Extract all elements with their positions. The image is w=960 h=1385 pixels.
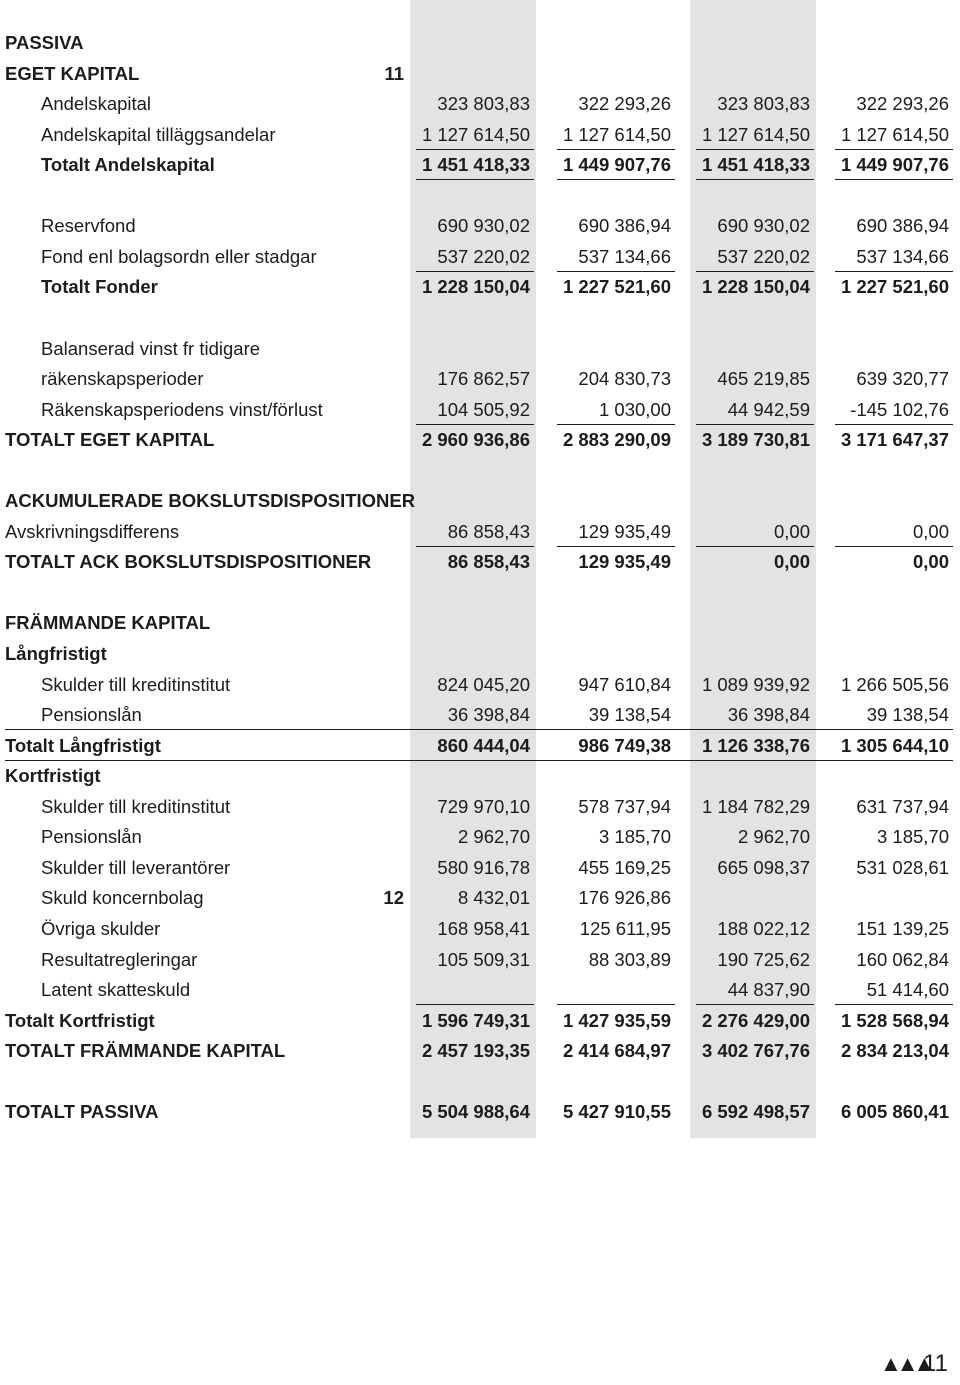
spacer-row — [0, 456, 960, 486]
table-row — [0, 975, 960, 1005]
spacer-row — [0, 1067, 960, 1097]
note-reference: 12 — [383, 887, 404, 909]
table-row — [0, 945, 960, 975]
table-row — [0, 547, 960, 577]
value-cell-col4: 531 028,61 — [856, 856, 949, 878]
value-cell-col3: 323 803,83 — [717, 93, 810, 115]
value-cell-col2: 204 830,73 — [578, 368, 671, 390]
row-label: Avskrivningsdifferens — [5, 520, 180, 542]
page-footer — [860, 1345, 960, 1385]
value-cell-col4: 3 185,70 — [876, 826, 949, 848]
value-cell-col2: 125 611,95 — [579, 917, 671, 939]
row-label: Resultatregleringar — [41, 948, 198, 970]
value-cell-col1: 580 916,78 — [437, 856, 530, 878]
row-label: Pensionslån — [41, 826, 142, 848]
table-row — [0, 89, 960, 119]
value-cell-col3: 690 930,02 — [717, 215, 810, 237]
table-row — [0, 1036, 960, 1066]
row-label: TOTALT FRÄMMANDE KAPITAL — [5, 1040, 286, 1062]
value-cell-col1: 2 962,70 — [457, 826, 530, 848]
value-cell-col1: 1 228 150,04 — [421, 276, 530, 298]
spacer-row — [0, 578, 960, 608]
row-label: Fond enl bolagsordn eller stadgar — [41, 245, 317, 267]
value-cell-col3: 36 398,84 — [727, 704, 810, 726]
value-cell-col1: 86 858,43 — [447, 551, 530, 573]
row-label: Skuld koncernbolag — [41, 887, 204, 909]
row-label: Andelskapital tilläggsandelar — [41, 123, 276, 145]
value-cell-col4: 39 138,54 — [866, 704, 949, 726]
table-row — [0, 272, 960, 302]
value-cell-col4: 160 062,84 — [856, 948, 949, 970]
row-label: FRÄMMANDE KAPITAL — [5, 612, 211, 634]
value-cell-col1: 1 596 749,31 — [421, 1009, 530, 1031]
row-label: Skulder till kreditinstitut — [41, 795, 231, 817]
value-cell-col3: 665 098,37 — [717, 856, 810, 878]
table-row — [0, 242, 960, 272]
value-cell-col2: 537 134,66 — [578, 245, 671, 267]
value-cell-col1: 176 862,57 — [437, 368, 530, 390]
row-label: TOTALT ACK BOKSLUTSDISPOSITIONER — [5, 551, 372, 573]
value-cell-col3: 0,00 — [773, 551, 810, 573]
value-cell-col1: 5 504 988,64 — [421, 1101, 530, 1123]
value-cell-col4: 1 528 568,94 — [840, 1009, 949, 1031]
value-cell-col4: 51 414,60 — [866, 979, 949, 1001]
value-cell-col2: 455 169,25 — [578, 856, 671, 878]
value-cell-col1: 2 960 936,86 — [421, 429, 530, 451]
table-row — [0, 853, 960, 883]
value-cell-col1: 2 457 193,35 — [421, 1040, 530, 1062]
value-cell-col1: 86 858,43 — [447, 520, 530, 542]
section-heading-row — [0, 639, 960, 669]
value-cell-col2: 1 427 935,59 — [562, 1009, 671, 1031]
value-cell-col2: 322 293,26 — [578, 93, 671, 115]
value-cell-col2: 129 935,49 — [578, 520, 671, 542]
note-reference: 11 — [384, 62, 404, 84]
value-cell-col3: 2 962,70 — [737, 826, 810, 848]
table-row — [0, 1006, 960, 1036]
row-label: Räkenskapsperiodens vinst/förlust — [41, 398, 323, 420]
value-cell-col2: 88 303,89 — [588, 948, 671, 970]
value-cell-col3: 537 220,02 — [717, 245, 810, 267]
value-cell-col2: 3 185,70 — [598, 826, 671, 848]
section-heading-row — [0, 28, 960, 58]
row-label: Totalt Andelskapital — [41, 154, 215, 176]
value-cell-col3: 3 189 730,81 — [701, 429, 810, 451]
value-cell-col3: 1 127 614,50 — [701, 123, 810, 145]
row-label: Totalt Långfristigt — [5, 734, 161, 756]
value-cell-col3: 188 022,12 — [717, 917, 810, 939]
value-cell-col1: 104 505,92 — [437, 398, 530, 420]
value-cell-col1: 36 398,84 — [447, 704, 530, 726]
value-cell-col2: 39 138,54 — [588, 704, 671, 726]
row-label: Reservfond — [41, 215, 136, 237]
value-cell-col2: 986 749,38 — [578, 734, 671, 756]
value-cell-col4: 1 449 907,76 — [840, 154, 949, 176]
spacer-row — [0, 181, 960, 211]
value-cell-col1: 537 220,02 — [437, 245, 530, 267]
value-cell-col3: 465 219,85 — [717, 368, 810, 390]
value-cell-col4: 0,00 — [912, 520, 949, 542]
value-cell-col4: 2 834 213,04 — [840, 1040, 949, 1062]
table-row — [0, 395, 960, 425]
row-label: Skulder till leverantörer — [41, 856, 231, 878]
row-label: Latent skatteskuld — [41, 979, 191, 1001]
table-row — [0, 334, 960, 364]
table-row — [0, 822, 960, 852]
value-cell-col2: 176 926,86 — [578, 887, 671, 909]
value-cell-col1: 168 958,41 — [437, 917, 530, 939]
value-cell-col4: 537 134,66 — [856, 245, 949, 267]
trees-icon: ▲▲▲ — [880, 1351, 931, 1376]
value-cell-col4: -145 102,76 — [850, 398, 949, 420]
value-cell-col1: 105 509,31 — [437, 948, 530, 970]
value-cell-col3: 2 276 429,00 — [701, 1009, 810, 1031]
value-cell-col2: 1 127 614,50 — [562, 123, 671, 145]
row-label: TOTALT PASSIVA — [5, 1101, 159, 1123]
row-label: Långfristigt — [5, 643, 107, 664]
row-label: Balanserad vinst fr tidigare — [41, 337, 261, 359]
value-cell-col2: 2 883 290,09 — [562, 429, 671, 451]
row-label: Kortfristigt — [5, 765, 101, 787]
value-cell-col2: 1 227 521,60 — [562, 276, 671, 298]
value-cell-col3: 44 942,59 — [727, 398, 810, 420]
value-cell-col2: 129 935,49 — [578, 551, 671, 573]
value-cell-col4: 0,00 — [912, 551, 949, 573]
row-label: ACKUMULERADE BOKSLUTSDISPOSITIONER — [5, 490, 416, 512]
value-cell-col4: 322 293,26 — [856, 93, 949, 115]
value-cell-col1: 323 803,83 — [437, 93, 530, 115]
value-cell-col1: 1 451 418,33 — [421, 154, 530, 176]
value-cell-col2: 578 737,94 — [578, 795, 671, 817]
value-cell-col1: 8 432,01 — [457, 887, 530, 909]
row-label: Övriga skulder — [41, 917, 161, 939]
value-cell-col1: 824 045,20 — [437, 673, 530, 695]
value-cell-col2: 5 427 910,55 — [562, 1101, 671, 1123]
table-row — [0, 364, 960, 394]
value-cell-col4: 6 005 860,41 — [840, 1101, 949, 1123]
table-row — [0, 211, 960, 241]
value-cell-col4: 1 127 614,50 — [840, 123, 949, 145]
table-row — [0, 1097, 960, 1127]
row-label: EGET KAPITAL — [5, 62, 140, 84]
row-label: räkenskapsperioder — [41, 368, 204, 390]
value-cell-col2: 947 610,84 — [578, 673, 671, 695]
page-number: 11 — [923, 1350, 948, 1377]
value-cell-col3: 1 184 782,29 — [701, 795, 810, 817]
value-cell-col2: 1 449 907,76 — [562, 154, 671, 176]
value-cell-col4: 1 266 505,56 — [840, 673, 949, 695]
table-row — [0, 883, 960, 913]
value-cell-col4: 3 171 647,37 — [840, 429, 949, 451]
table-row — [0, 150, 960, 180]
value-cell-col1: 690 930,02 — [437, 215, 530, 237]
value-cell-col3: 3 402 767,76 — [701, 1040, 810, 1062]
value-cell-col2: 2 414 684,97 — [562, 1040, 671, 1062]
table-row — [0, 914, 960, 944]
table-row — [0, 731, 960, 761]
row-label: Andelskapital — [41, 93, 152, 115]
value-cell-col3: 1 451 418,33 — [701, 154, 810, 176]
section-heading-row — [0, 59, 960, 89]
table-row — [0, 792, 960, 822]
table-row — [0, 120, 960, 150]
table-row — [0, 425, 960, 455]
value-cell-col2: 1 030,00 — [598, 398, 671, 420]
value-cell-col3: 1 228 150,04 — [701, 276, 810, 298]
value-cell-col1: 860 444,04 — [437, 734, 530, 756]
value-cell-col2: 690 386,94 — [578, 215, 671, 237]
value-cell-col3: 1 089 939,92 — [701, 673, 810, 695]
value-cell-col3: 0,00 — [773, 520, 810, 542]
value-cell-col4: 690 386,94 — [856, 215, 949, 237]
value-cell-col3: 1 126 338,76 — [701, 734, 810, 756]
row-label: TOTALT EGET KAPITAL — [5, 429, 215, 451]
row-label: PASSIVA — [5, 32, 84, 53]
section-heading-row — [0, 486, 960, 516]
value-cell-col4: 631 737,94 — [856, 795, 949, 817]
section-heading-row — [0, 608, 960, 638]
value-cell-col3: 44 837,90 — [727, 979, 810, 1001]
value-cell-col4: 1 305 644,10 — [840, 734, 949, 756]
section-heading-row — [0, 761, 960, 791]
table-row — [0, 517, 960, 547]
value-cell-col3: 6 592 498,57 — [701, 1101, 810, 1123]
value-cell-col1: 1 127 614,50 — [421, 123, 530, 145]
value-cell-col3: 190 725,62 — [717, 948, 810, 970]
row-label: Totalt Kortfristigt — [5, 1009, 155, 1031]
value-cell-col4: 639 320,77 — [856, 368, 949, 390]
value-cell-col4: 1 227 521,60 — [840, 276, 949, 298]
table-row — [0, 670, 960, 700]
spacer-row — [0, 303, 960, 333]
row-label: Totalt Fonder — [41, 276, 158, 298]
table-row — [0, 700, 960, 730]
row-label: Skulder till kreditinstitut — [41, 673, 231, 695]
row-label: Pensionslån — [41, 704, 142, 726]
value-cell-col1: 729 970,10 — [437, 795, 530, 817]
value-cell-col4: 151 139,25 — [856, 917, 949, 939]
